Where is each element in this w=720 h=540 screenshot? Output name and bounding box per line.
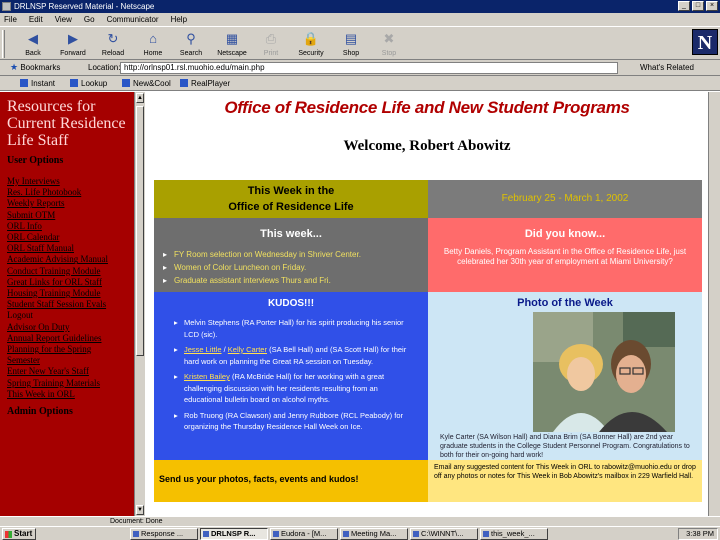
photo-of-week-image <box>533 312 675 432</box>
folder-icon <box>413 531 419 537</box>
app-icon <box>133 531 139 537</box>
netscape-label: Netscape <box>217 50 247 57</box>
print-button[interactable] <box>252 29 290 59</box>
app-icon <box>483 531 489 537</box>
taskbar-item-eudora[interactable] <box>270 528 338 540</box>
taskbar-item-label: Meeting Ma... <box>351 529 397 538</box>
did-you-know-text: Betty Daniels, Program Assistant in the Office of Residence Life, just celebrated her 30th year of employment at Miami University? <box>443 247 687 266</box>
kudos-text: Rob Truong (RA Clawson) and Jenny Rubbore (RCL Peabody) for organizing the Thursday Residence Hall Week on Ice. <box>184 410 404 431</box>
taskbar-item-meeting[interactable] <box>340 528 408 540</box>
main-content-frame <box>146 92 708 516</box>
start-button[interactable] <box>2 528 36 540</box>
nav-title: Resources for Current Residence Life Staff <box>7 98 126 149</box>
kudos-name-link[interactable]: Kristen Bailey <box>184 372 230 381</box>
app-icon <box>343 531 349 537</box>
windows-flag-icon <box>5 531 12 538</box>
scroll-down-icon[interactable]: ▼ <box>137 507 143 513</box>
nav-link[interactable]: Annual Report Guidelines <box>7 332 102 343</box>
reload-label: Reload <box>101 50 125 57</box>
kudos-name-link[interactable]: Jesse Little <box>184 345 222 354</box>
windows-taskbar <box>0 526 720 540</box>
lock-icon: 🔒 <box>302 31 320 46</box>
search-icon: ⚲ <box>186 31 196 46</box>
personal-item-realplayer[interactable] <box>180 79 230 88</box>
welcome-message: Welcome, Robert Abowitz <box>343 138 511 154</box>
kudos-text: (RA McBride Hall) for her working with a great challenging discussion with her residents resulting from an educational bulletin board on alcohol myths. <box>184 372 385 404</box>
nav-link[interactable]: Weekly Reports <box>7 198 65 209</box>
bookmark-folder-icon <box>122 79 130 87</box>
kudos-cell <box>154 292 428 460</box>
scroll-up-icon[interactable]: ▲ <box>137 95 143 101</box>
this-week-list <box>154 240 428 287</box>
search-button[interactable] <box>172 29 210 59</box>
nav-link[interactable]: Advisor On Duty <box>7 321 70 332</box>
main-frame-scrollbar[interactable] <box>708 92 720 516</box>
week-title-cell <box>154 180 428 218</box>
back-button[interactable] <box>14 29 52 59</box>
forward-arrow-icon: ▶ <box>68 31 78 46</box>
navigation-toolbar <box>0 26 720 60</box>
date-range: February 25 - March 1, 2002 <box>428 180 702 218</box>
nav-link[interactable]: Academic Advising Manual <box>7 254 108 265</box>
personal-item-label: RealPlayer <box>191 79 231 88</box>
bookmark-folder-icon <box>20 79 28 87</box>
page-heading: Office of Residence Life and New Student Programs <box>224 98 630 117</box>
kudos-list <box>154 309 428 433</box>
did-you-know-heading: Did you know... <box>524 228 606 240</box>
did-you-know-cell <box>428 218 702 292</box>
location-bar <box>0 60 720 76</box>
week-title-line1: This Week in the <box>247 185 335 197</box>
reload-icon: ↻ <box>107 31 119 46</box>
personal-item-instant[interactable] <box>20 79 55 88</box>
menu-help[interactable]: Help <box>170 15 188 24</box>
taskbar-item-drlnsp[interactable] <box>200 528 268 540</box>
photo-of-week-cell <box>428 292 702 460</box>
print-icon: ⎙ <box>265 31 277 46</box>
left-nav-frame <box>0 92 134 516</box>
nav-link[interactable]: Submit OTM <box>7 209 56 220</box>
security-button[interactable] <box>292 29 330 59</box>
week-title-line2: Office of Residence Life <box>228 201 354 213</box>
send-us-banner: Send us your photos, facts, events and kudos! <box>154 460 428 502</box>
bookmark-icon: ★ <box>10 62 19 72</box>
window-titlebar <box>0 0 720 13</box>
netscape-app-icon <box>203 531 209 537</box>
this-week-cell <box>154 218 428 292</box>
menu-communicator[interactable]: Communicator <box>106 15 159 24</box>
toolbar-grip[interactable] <box>2 30 5 58</box>
menu-bar <box>0 13 720 26</box>
photo-heading: Photo of the Week <box>517 297 613 309</box>
search-label: Search <box>179 50 203 57</box>
menu-view[interactable]: View <box>54 15 72 24</box>
kudos-item <box>184 317 418 340</box>
netscape-icon: ▦ <box>225 31 239 46</box>
send-us-note: Email any suggested content for This Week in ORL to rabowitz@muohio.edu or drop off any photos or notes for This Week in Bob Abowitz's mailbox in 229 Warfield Hall. <box>428 460 702 502</box>
stop-button[interactable] <box>370 29 408 59</box>
nav-link[interactable]: Spring Training Materials <box>7 377 101 388</box>
forward-label: Forward <box>60 50 86 57</box>
logout-link[interactable]: Logout <box>7 310 33 321</box>
kudos-text: (SA Bell Hall) and (SA Scott Hall) for their hard work on planning the Great RA session on Tuesday. <box>184 345 407 366</box>
stop-label: Stop <box>381 50 397 57</box>
personal-item-label: Lookup <box>81 79 108 88</box>
left-frame-scrollbar[interactable] <box>134 92 145 516</box>
kudos-item: ▸ Jesse Little / Kelly Carter (SA Bell Hall) and (SA Scott Hall) for their hard work on planning the Great RA session on Tuesday. <box>184 344 418 367</box>
nav-link[interactable]: ORL Info <box>7 220 42 231</box>
kudos-name-link[interactable]: Kelly Carter <box>227 345 267 354</box>
taskbar-clock: 3:38 PM <box>678 528 718 540</box>
list-item: ▸ Women of Color Luncheon on Friday. <box>174 261 428 274</box>
forward-button[interactable] <box>54 29 92 59</box>
nav-link[interactable]: ORL Staff Manual <box>7 243 74 254</box>
back-label: Back <box>25 50 41 57</box>
taskbar-item-winnt[interactable] <box>410 528 478 540</box>
taskbar-item-label: Eudora - [M... <box>281 529 327 538</box>
nav-link[interactable]: Res. Life Photobook <box>7 187 82 198</box>
taskbar-item-label: Response ... <box>141 529 184 538</box>
maximize-button[interactable]: □ <box>692 1 704 11</box>
reload-button[interactable] <box>94 29 132 59</box>
home-button[interactable] <box>134 29 172 59</box>
bookmarks-button[interactable] <box>10 62 60 73</box>
taskbar-item-label: C:\WINNT\... <box>421 529 464 538</box>
minimize-button[interactable]: _ <box>678 1 690 11</box>
user-options-heading: User Options <box>7 155 64 166</box>
menu-edit[interactable]: Edit <box>28 15 43 24</box>
shop-icon: ▤ <box>344 31 358 46</box>
kudos-item <box>184 371 418 406</box>
back-arrow-icon: ◀ <box>28 31 38 46</box>
nav-link[interactable]: Student Staff Session Evals <box>7 299 107 310</box>
window-controls <box>678 1 718 11</box>
nav-link[interactable]: Great Links for ORL Staff <box>7 276 102 287</box>
scroll-thumb[interactable] <box>136 106 144 356</box>
netscape-button[interactable] <box>213 29 251 59</box>
window-title: DRLNSP Reserved Material - Netscape <box>14 2 155 11</box>
photo-caption: Kyle Carter (SA Wilson Hall) and Diana Brim (SA Bonner Hall) are 2nd year graduate students in the College Student Personnel Program. Congratulations to both for their on-going hard work! <box>440 434 690 459</box>
menu-go[interactable]: Go <box>83 15 95 24</box>
bookmark-folder-icon <box>70 79 78 87</box>
taskbar-item-label: this_week_... <box>491 529 535 538</box>
kudos-text: Melvin Stephens (RA Porter Hall) for his spirit producing his senior LCD (sic). <box>184 318 404 339</box>
nav-link[interactable]: My Interviews <box>7 176 60 186</box>
list-item: ▸ Graduate assistant interviews Thurs and Fri. <box>174 274 428 287</box>
netscape-window-icon <box>2 2 11 11</box>
taskbar-item-label: DRLNSP R... <box>211 529 256 538</box>
admin-options-heading: Admin Options <box>7 406 73 418</box>
personal-item-lookup[interactable] <box>70 79 107 88</box>
security-label: Security <box>298 50 324 57</box>
this-week-heading: This week... <box>260 228 322 240</box>
location-label: Location: <box>88 63 121 72</box>
nav-link[interactable]: Semester <box>7 355 40 366</box>
nav-link[interactable]: Conduct Training Module <box>7 265 101 276</box>
personal-item-newcool[interactable] <box>122 79 171 88</box>
menu-file[interactable]: File <box>4 15 17 24</box>
whats-related-button[interactable]: What's Related <box>640 63 694 72</box>
nav-link[interactable]: Enter New Year's Staff <box>7 366 89 377</box>
photo-illustration <box>533 312 675 432</box>
list-item: ▸ FY Room selection on Wednesday in Shriver Center. <box>174 248 428 261</box>
shop-button[interactable] <box>332 29 370 59</box>
shop-label: Shop <box>342 50 360 57</box>
close-button[interactable]: × <box>706 1 718 11</box>
url-field[interactable]: http://orlnsp01.rsl.muohio.edu/main.php <box>120 62 618 74</box>
status-bar: Document: Done <box>0 516 720 526</box>
kudos-heading: KUDOS!!! <box>267 298 315 309</box>
eudora-app-icon <box>273 531 279 537</box>
nav-link[interactable]: ORL Calendar <box>7 232 60 243</box>
personal-item-label: New&Cool <box>133 79 171 88</box>
taskbar-item-thisweek[interactable] <box>480 528 548 540</box>
netscape-logo[interactable]: N <box>692 29 718 55</box>
home-label: Home <box>143 50 163 57</box>
personal-toolbar <box>0 76 720 91</box>
bookmarks-label: Bookmarks <box>20 63 61 72</box>
home-icon: ⌂ <box>149 31 157 46</box>
nav-link[interactable]: Planning for the Spring <box>7 344 92 355</box>
taskbar-item-response[interactable] <box>130 528 198 540</box>
user-options-list <box>0 176 134 400</box>
bookmark-folder-icon <box>180 79 188 87</box>
personal-item-label: Instant <box>31 79 56 88</box>
nav-link[interactable]: Housing Training Module <box>7 288 101 299</box>
news-grid <box>154 180 702 502</box>
print-label: Print <box>263 50 279 57</box>
start-label: Start <box>14 529 33 538</box>
kudos-item <box>184 410 418 433</box>
nav-link[interactable]: This Week in ORL <box>7 388 75 399</box>
stop-icon: ✖ <box>383 31 395 46</box>
